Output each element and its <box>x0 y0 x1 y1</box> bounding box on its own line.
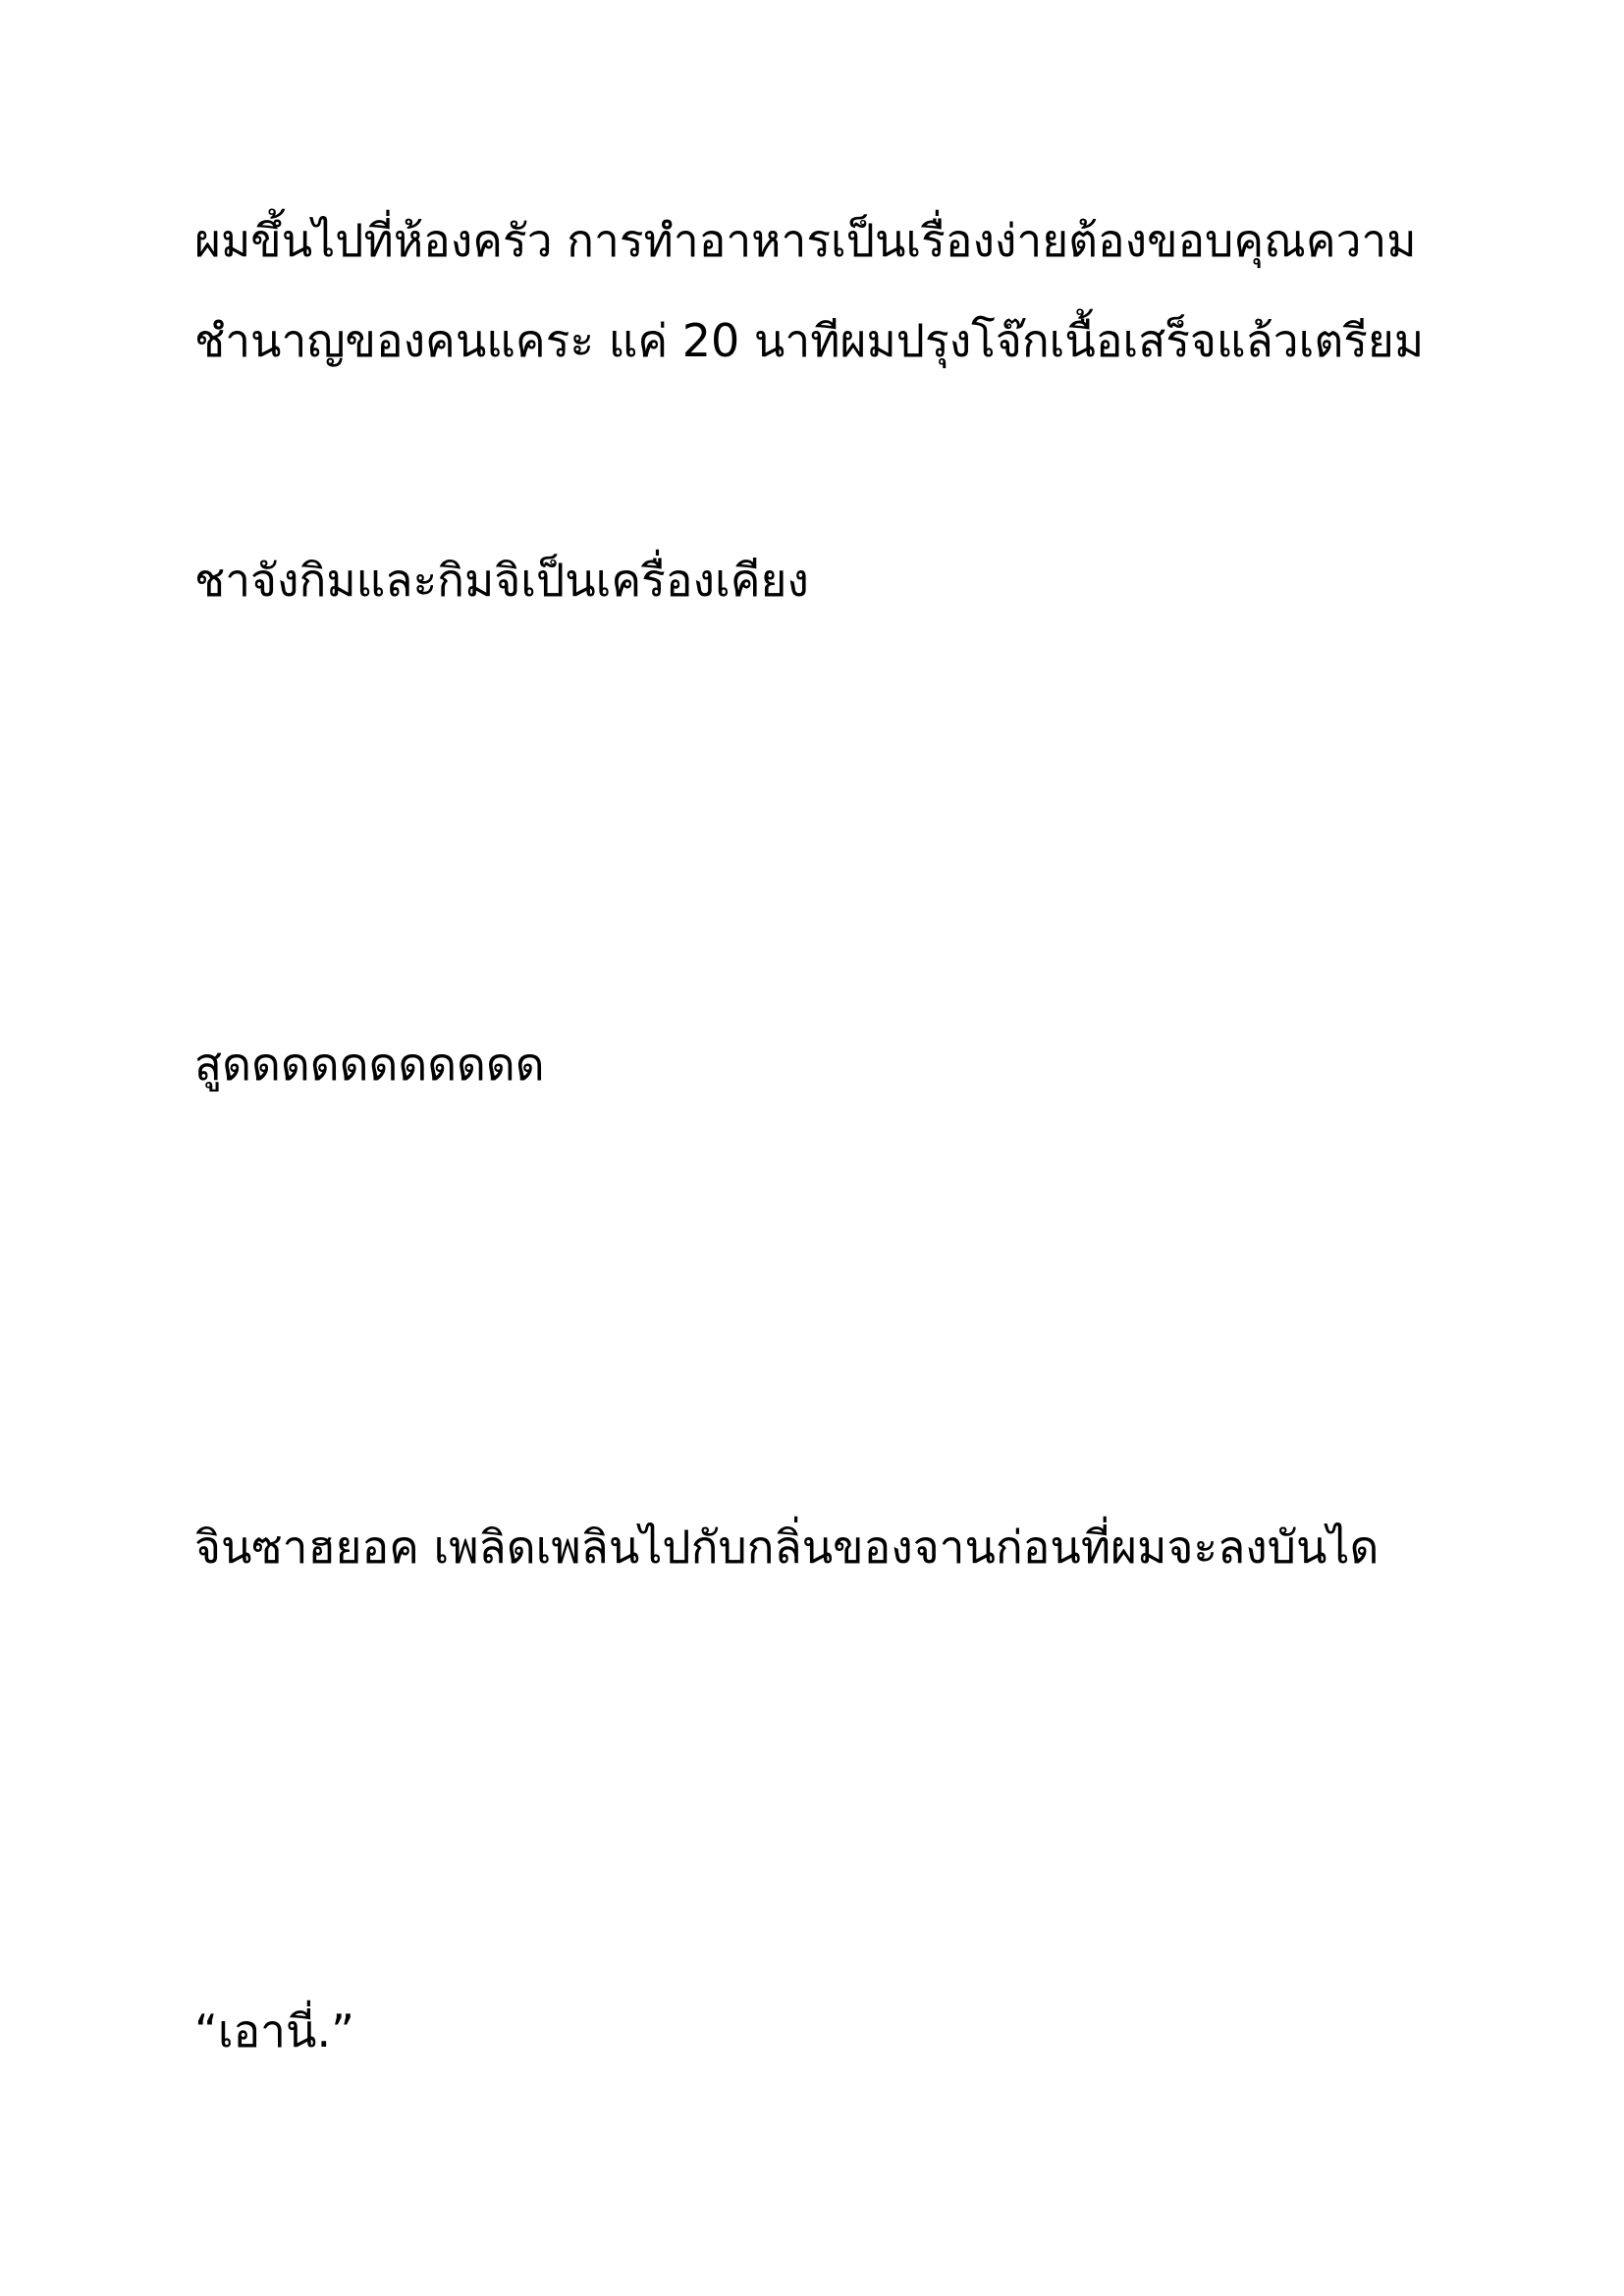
paragraph-line-1: ผมขึ้นไปที่ห้องครัว การทำอาหารเป็นเรื่องง่ายต้องขอบคุณความ <box>194 214 1417 267</box>
paragraph-line-2: ชำนาญของคนแคระ แค่ 20 นาทีผมปรุงโจ๊กเนื้อเสร็จแล้วเตรียม <box>194 314 1425 367</box>
dialogue-line: “เอานี่.” <box>194 2004 354 2057</box>
paragraph-line-4: สูดดดดดดดดดดด <box>194 1038 545 1091</box>
paragraph-line-5: จินซาฮยอค เพลิดเพลินไปกับกลิ่นของจานก่อนที่ผมจะลงบันได <box>194 1521 1380 1574</box>
paragraph-line-3: ชาจังกิมและกิมจิเป็นเครื่องเคียง <box>194 554 809 607</box>
